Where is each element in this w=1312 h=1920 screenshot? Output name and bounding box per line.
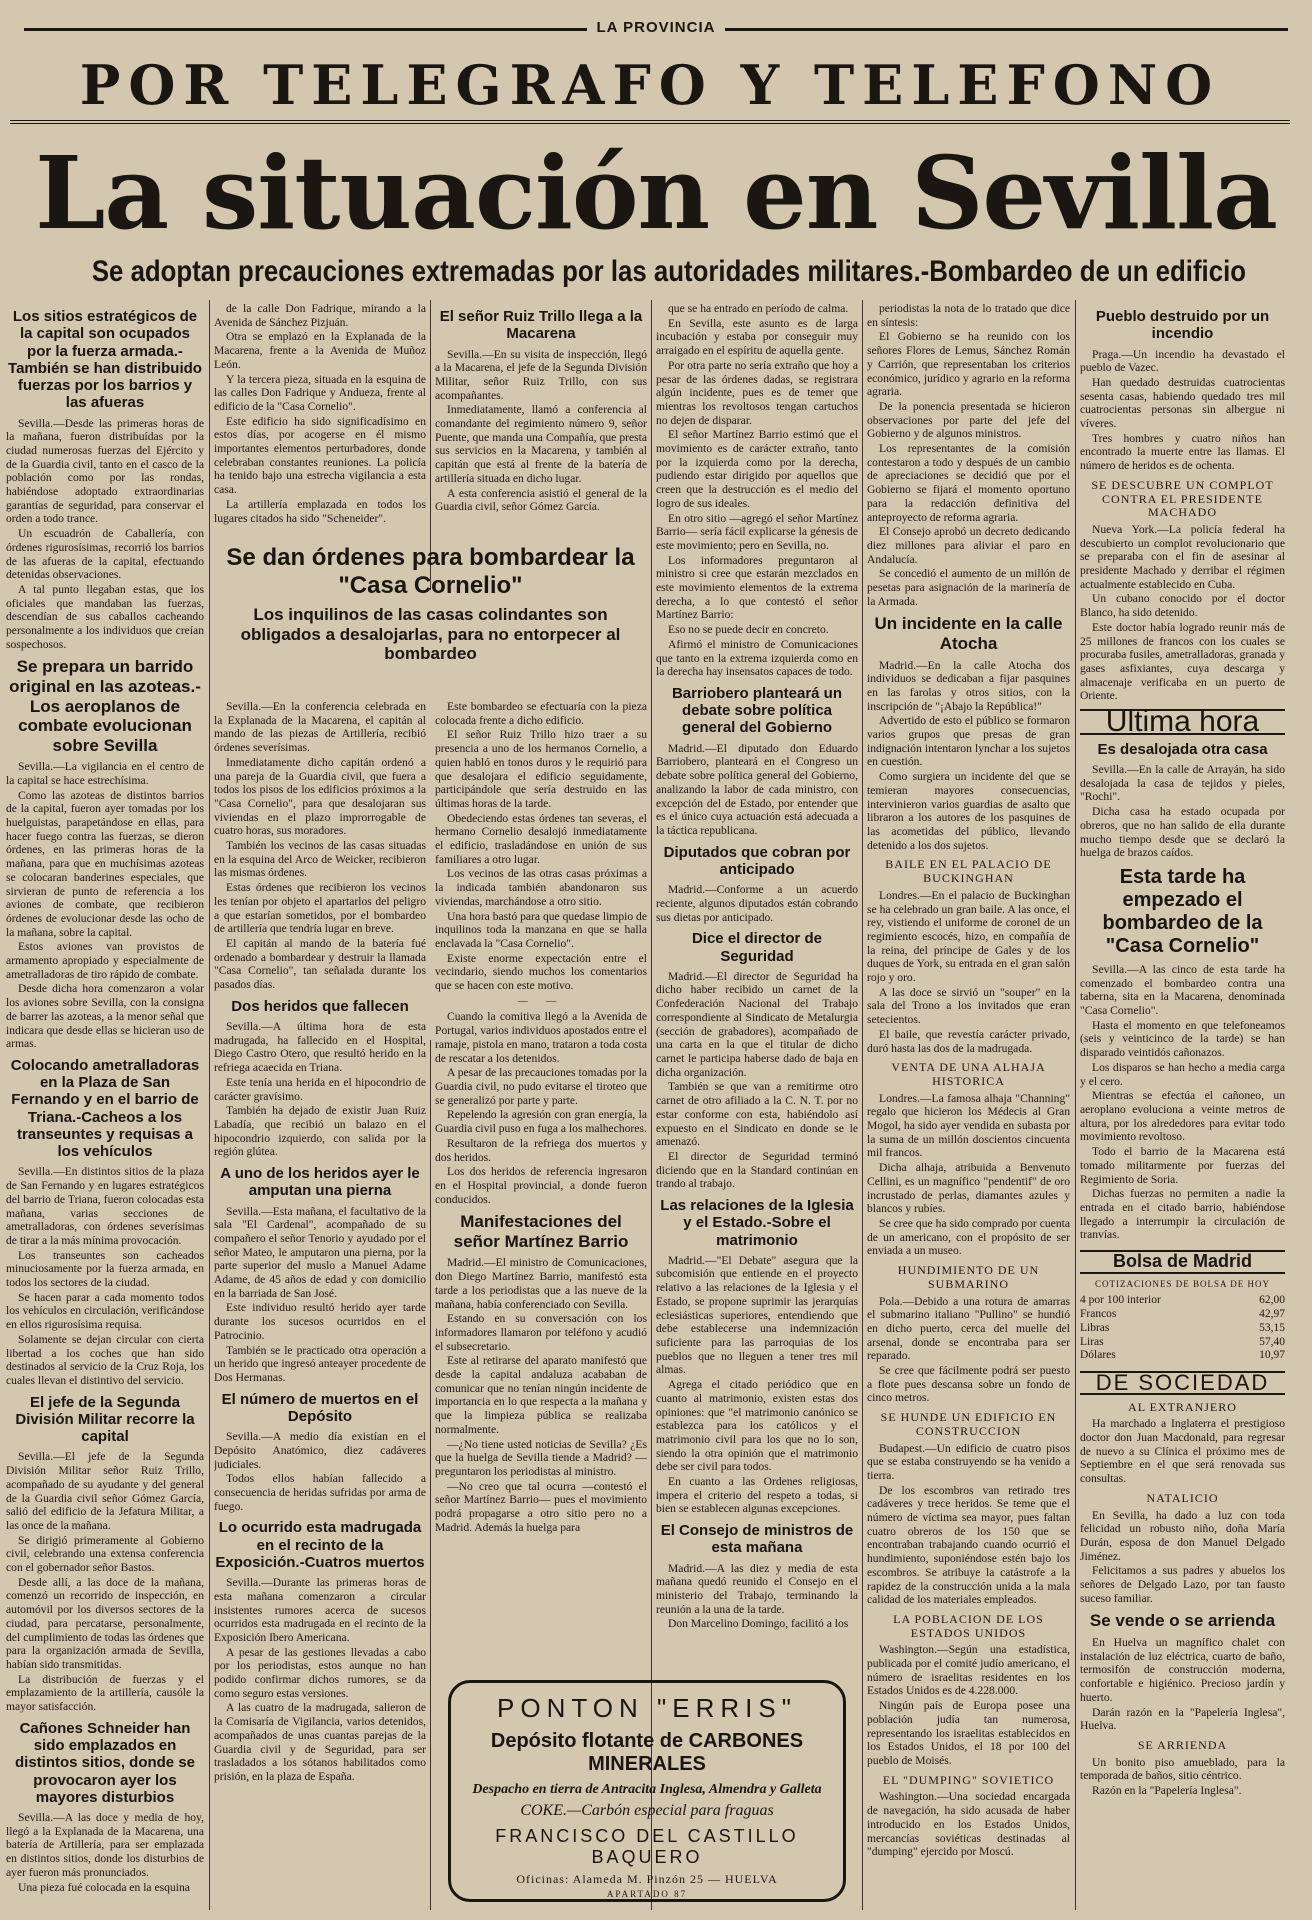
paragraph: Repelendo la agresión con gran energía, la Guardia civil puso en fuga a los malhechores. [435, 1108, 647, 1136]
ad-address: Oficinas: Alameda M. Pinzón 25 — HUELVA [516, 1872, 778, 1886]
paragraph: Y la tercera pieza, situada en la esquina de las calles Don Fadrique y Andueza, frente al edificio de la "Casa Cornelio". [214, 372, 426, 413]
paragraph: Washington.—Una sociedad encargada de navegación, ha sido acusada de haber introducido en los Estados Unidos, mercancías soviéticas destinadas al "dumping" ejercido por Moscú. [867, 1790, 1070, 1859]
quote-name: Dólares [1080, 1349, 1116, 1362]
article-heading: El Consejo de ministros de esta mañana [660, 1522, 854, 1557]
article-caption: AL EXTRANJERO [1128, 1399, 1237, 1414]
article-heading: Cañones Schneider han sido emplazados en distintos sitios, donde se provocaron ayer los mayores disturbios [14, 1719, 196, 1806]
paragraph: Madrid.—El diputado don Eduardo Barriobero, planteará en el Congreso un debate sobre política general del Gobierno, analizando la labor de cada ministro, con excepción del de Estado, por entender que es el único cuya actuación está adecuada a la táctica republicana. [656, 741, 858, 837]
stock-quotes-table [1080, 1294, 1285, 1363]
newspaper-name: LA PROVINCIA [587, 19, 726, 36]
ad-subtitle: Depósito flotante de CARBONES MINERALES [490, 1730, 804, 1775]
paragraph: El capitán al mando de la batería fué ordenado a bombardear y destruir la llamada "Casa Cornelio", tan señalada durante los pasados días. [214, 936, 426, 992]
column-rule [1075, 300, 1076, 1910]
paragraph: Sevilla.—En su visita de inspección, llegó a la Macarena, el jefe de la Segunda División Militar, señor Ruiz Trillo, con sus acompañantes. [435, 347, 647, 402]
paragraph: Sevilla.—En la calle de Arrayán, ha sido desalojada la casa de tejidos y pieles, "Rochi". [1080, 763, 1285, 804]
article-caption: NATALICIO [1146, 1490, 1219, 1505]
paragraph: Nueva York.—La policía federal ha descubierto un complot revolucionario que se preparaba con el fin de asesinar al presidente Machado y derribar el régimen actualmente establecido en Cuba. [1080, 522, 1285, 591]
main-subheadline: Se adoptan precauciones extremadas por las autoridades militares.-Bombardeo de un edificio [91, 255, 1247, 288]
article-caption: EL "DUMPING" SOVIETICO [882, 1772, 1055, 1787]
paragraph: Praga.—Un incendio ha devastado el pueblo de Vazec. [1080, 347, 1285, 375]
paragraph: También ha dejado de existir Juan Ruiz Labadía, que recibió un balazo en el hipocondrio izquierdo, con salida por la región glútea. [214, 1104, 426, 1159]
table-row [1080, 1322, 1285, 1336]
running-header [24, 19, 1288, 49]
paragraph: Un bonito piso amueblado, para la temporada de baños, sitio céntrico. [1080, 1755, 1285, 1783]
paragraph: Este tenía una herida en el hipocondrio de carácter gravísimo. [214, 1075, 426, 1103]
article-heading: Pueblo destruido por un incendio [1095, 308, 1270, 343]
paragraph: Tres hombres y cuatro niños han encontrado la muerte entre las llamas. El número de heridos es de ochenta. [1080, 431, 1285, 473]
paragraph: Este bombardeo se efectuaría con la pieza colocada frente a dicho edificio. [435, 700, 647, 727]
table-row [1080, 1294, 1285, 1308]
article-heading: Los sitios estratégicos de la capital son ocupados por la fuerza armada.-También se han distribuido fuerzas por los barrios y las afueras [8, 308, 202, 412]
article-heading: Un incidente en la calle Atocha [874, 614, 1063, 654]
paragraph: Madrid.—Conforme a un acuerdo reciente, algunos diputados están cobrando sus dietas por anticipado. [656, 883, 858, 924]
paragraph: Dichas fuerzas no permiten a nadie la entrada en el citado barrio, habiéndose llegado a interrumpir la circulación de tranvías. [1080, 1187, 1285, 1242]
paragraph: A tal punto llegaban estas, que los oficiales que mandaban las fuerzas, descendían de sus caballos cacheando personalmente a los individuos que creían sospechosos. [6, 582, 204, 651]
article-heading: El señor Ruiz Trillo llega a la Macarena [439, 308, 643, 343]
article-heading: Se prepara un barrido original en las azoteas.-Los aeroplanos de combate evolucionan sobre Sevilla [9, 657, 201, 755]
paragraph: El Consejo aprobó un decreto dedicando diez millones para aliviar el paro en Andalucía. [867, 525, 1070, 566]
paragraph: Madrid.—"El Debate" asegura que la subcomisión que entiende en el proyecto relativo a las relaciones de la Iglesia y el Estado, se propone suprimir las jerarquías eclesiásticas superiores, entendiendo que debe establecerse una indemnización suficiente para las parroquias de los pueblos que no lleguen a tener tres mil almas. [656, 1253, 858, 1377]
article-caption: HUNDIMIENTO DE UN SUBMARINO [897, 1263, 1040, 1291]
paragraph: A las cuatro de la madrugada, salieron de la Comisaría de Vigilancia, varios detenidos, acompañados de unas cuantas parejas de la Guardia civil y de Seguridad, para ser trasladados a los sótanos habilitados como prisión, en la plaza de España. [214, 1701, 426, 1783]
paragraph: Se hacen parar a cada momento todos los vehículos en circulación, verificándose en ellos rigurosísima requisa. [6, 1290, 204, 1332]
paragraph: En Sevilla, ha dado a luz con toda felicidad un robusto niño, doña María Durán, esposa de don Manuel Delgado Jiménez. [1080, 1508, 1285, 1563]
paragraph: Los transeuntes son cacheados minuciosamente por la fuerza armada, en todos los sectores de la ciudad. [6, 1248, 204, 1290]
section-banner: POR TELEGRAFO Y TELEFONO [10, 50, 1290, 124]
paragraph: Este edificio ha sido significadísimo en estos días, por acogerse en él mismo importantes elementos perturbadores, donde celebraban constantes reuniones. La policía ha tenido bajo una estrecha vigilancia a esta casa. [214, 414, 426, 497]
column-rule [651, 300, 652, 1910]
article-heading: El número de muertos en el Depósito [221, 1390, 419, 1425]
article-caption: SE HUNDE UN EDIFICIO EN CONSTRUCCION [880, 1410, 1057, 1438]
paragraph: Dicha alhaja, atribuida a Benvenuto Cellini, es un magnífico "pendentif" de oro incrustado de perlas, diamantes azules y blancos y rubíes. [867, 1161, 1070, 1216]
paragraph: Dicha casa ha estado ocupada por obreros, que no han salido de ella durante mucho tiempo desde que se declaró la huelga de brazos caídos. [1080, 805, 1285, 860]
ad-title: PONTON "ERRIS" [497, 1693, 797, 1723]
paragraph: Estando en su conversación con los informadores llamaron por teléfono y acudió el subsecretario. [435, 1312, 647, 1353]
paragraph: Desde dicha hora comenzaron a volar los aviones sobre Sevilla, con la consigna de barrer las azoteas, a la menor señal que indicara que desde ellas se hicieran uso de armas. [6, 982, 204, 1051]
paragraph: Ha marchado a Inglaterra el prestigioso doctor don Juan Macdonald, para regresar de nuevo a su Clínica el próximo mes de Septiembre en el que será renovada sus consultas. [1080, 1417, 1285, 1486]
paragraph: —¿No tiene usted noticias de Sevilla? ¿Es que la huelga de Sevilla tiende a Madrid? —preguntaron los periodistas al ministro. [435, 1437, 647, 1478]
stock-exchange-heading: Bolsa de Madrid [1080, 1250, 1285, 1274]
paragraph: También los vecinos de las casas situadas en la esquina del Arco de Weicker, recibieron las mismas órdenes. [214, 839, 426, 880]
paragraph: Felicitamos a sus padres y abuelos los señores de Delgado Lazo, por tan fausto suceso familiar. [1080, 1564, 1285, 1605]
paragraph: Ningún país de Europa posee una población judía tan numerosa, representando los israelitas establecidos en los Estados Unidos, el 18 por 100 del pueblo de Moisés. [867, 1699, 1070, 1767]
article-caption: LA POBLACION DE LOS ESTADOS UNIDOS [893, 1611, 1044, 1640]
paragraph: En Huelva un magnífico chalet con instalación de luz eléctrica, cuarto de baño, termosifón de construcción moderna, confortable e higiénico. Precioso jardín y huerto. [1080, 1636, 1285, 1704]
paragraph: Se concedió el aumento de un millón de pesetas para asignación de la marinería de la Armada. [867, 567, 1070, 608]
paragraph: Se cree que ha sido comprado por cuenta de un americano, con el propósito de ser enviada a un museo. [867, 1216, 1070, 1258]
paragraph: En Sevilla, este asunto es de larga incubación y estaba por conseguir muy arraigado en el espíritu de aquella gente. [656, 316, 858, 358]
paragraph: Otra se emplazó en la Explanada de la Macarena, frente a la Avenida de Muñoz León. [214, 330, 426, 371]
table-row [1080, 1336, 1285, 1350]
article-heading: Diputados que cobran por anticipado [663, 843, 851, 878]
paragraph: El señor Martínez Barrio estimó que el movimiento es de carácter extraño, tanto por la izquierda como por la derecha, pudiendo estar dirigido por aquellos que creen que la destrucción es el medio del logro de sus ideales. [656, 428, 858, 510]
article-heading: Colocando ametralladoras en la Plaza de San Fernando y en el barrio de Triana.-Cacheos a los transeuntes y requisas a los vehículos [10, 1056, 200, 1161]
paragraph: Estas órdenes que recibieron los vecinos les tenían por objeto el apartarlos del peligro a que estarían sometidos, por el bombardeo de artillería que tendría lugar en breve. [214, 881, 426, 936]
quote-value: 62,00 [1259, 1294, 1285, 1307]
paragraph: El Gobierno se ha reunido con los señores Flores de Lemus, Sánchez Román y Carrión, que representaban los criterios económico, jurídico y agrario en la reforma agraria. [867, 330, 1070, 399]
paragraph: Madrid.—A las diez y media de esta mañana quedó reunido el Consejo en el ministerio del Trabajo, terminando la reunión a la una de la tarde. [656, 1561, 858, 1616]
paragraph: Este doctor había logrado reunir más de 25 millones de francos con los cuales se procuraba fusiles, ametralladoras, granada y gases asfixiantes, cuya descarga y almacenaje verificaba en un puerto de Oriente. [1080, 620, 1285, 703]
paragraph: A esta conferencia asistió el general de la Guardia civil, señor Gómez García. [435, 486, 647, 514]
paragraph: Obedeciendo estas órdenes tan severas, el hermano Cornelio desalojó inmediatamente el edificio, trasladándose en unión de sus familiares a otro lugar. [435, 811, 647, 866]
paragraph: Cuando la comitiva llegó a la Avenida de Portugal, varios individuos apostados entre el ramaje, pistola en mano, trataron a toda costa de rescatar a los detenidos. [435, 1010, 647, 1065]
article-heading: Es desalojada otra casa [1097, 740, 1268, 758]
classified-heading: Se vende o se arrienda [1089, 1611, 1276, 1631]
paragraph: La distribución de fuerzas y el emplazamiento de la artillería, causóle la mayor satisfacción. [6, 1672, 204, 1714]
quote-name: 4 por 100 interior [1080, 1294, 1161, 1307]
paragraph: Mientras se efectúa el cañoneo, un aeroplano evoluciona a veinte metros de altura, por los alrededores para evitar todo movimiento revoltoso. [1080, 1089, 1285, 1144]
paragraph: Hasta el momento en que telefoneamos (seis y veinticinco de la tarde) se han disparado veintidós cañonazos. [1080, 1018, 1285, 1060]
ad-company-name: FRANCISCO DEL CASTILLO BAQUERO [495, 1826, 799, 1867]
ad-po-box: APARTADO 87 [606, 1889, 688, 1899]
latest-news-banner: Ultima hora [1080, 709, 1285, 735]
paragraph: Sevilla.—El jefe de la Segunda División Militar señor Ruiz Trillo, acompañado de su ayudante y del general de la Guardia civil señor Gómez García, salió del edificio de la Jefatura Militar, a las once de la mañana. [6, 1450, 204, 1532]
paragraph: Estos aviones van provistos de armamento apropiado y especialmente de ametralladoras de tiro rápido de combate. [6, 940, 204, 981]
paragraph: Existe enorme expectación entre el vecindario, siendo muchos los comentarios que se hacen con este motivo. [435, 951, 647, 993]
paragraph: Por otra parte no sería extraño que hoy a pesar de las órdenes dadas, se registrara algún incidente, pues es de temer que mientras los revoltosos tengan cartuchos no dejen de disparar. [656, 358, 858, 427]
paragraph: Un cubano conocido por el doctor Blanco, ha sido detenido. [1080, 592, 1285, 620]
article-heading: El jefe de la Segunda División Militar recorre la capital [15, 1393, 195, 1446]
paragraph: Madrid.—El director de Seguridad ha dicho haber recibido un carnet de la Confederación Nacional del Trabajo correspondiente al Sindicato de Metalurgia (sección de grabadores), acompañado de una carta en la que el titular de dicho carnet le participa haberse dado de baja en dicha organización. [656, 969, 858, 1079]
paragraph: Sevilla.—A última hora de esta madrugada, ha fallecido en el Hospital, Diego Castro Otero, que resultó herido en la refriega acaecida en Triana. [214, 1020, 426, 1075]
article-caption: SE DESCUBRE UN COMPLOT CONTRA EL PRESIDENTE MACHADO [1091, 477, 1274, 520]
paragraph: Todos ellos habían fallecido a consecuencia de heridas sufridas por arma de fuego. [214, 1472, 426, 1513]
paragraph: Se cree que fácilmente podrá ser puesto a flote pues descansa sobre un fondo de cinco metros. [867, 1364, 1070, 1405]
quote-name: Libras [1080, 1321, 1110, 1334]
column-6 [1080, 302, 1285, 1908]
column-3-bottom [435, 700, 647, 1670]
paragraph: Afirmó el ministro de Comunicaciones que tanto en la extrema izquierda como en la derecha hay insensatos capaces de todo. [656, 637, 858, 679]
article-heading: Lo ocurrido esta madrugada en el recinto de la Exposición.-Cuatros muertos [215, 1519, 425, 1571]
column-5 [867, 302, 1070, 1908]
main-headline: La situación en Sevilla [35, 134, 1277, 252]
coal-advertisement [448, 1680, 846, 1902]
quote-value: 42,97 [1259, 1308, 1285, 1321]
separator: — — [517, 995, 565, 1007]
article-heading: Barriobero planteará un debate sobre política general del Gobierno [671, 684, 843, 737]
article-heading: Esta tarde ha empezado el bombardeo de la "Casa Cornelio" [1102, 865, 1263, 957]
paragraph: Washington.—Según una estadística, publicada por el comité judío americano, el número de israelitas residentes en los Estados Unidos es de 4.228.000. [867, 1643, 1070, 1698]
quote-name: Liras [1080, 1335, 1104, 1348]
paragraph: En cuanto a las Ordenes religiosas, impera el criterio del respeto a todas, si bien se establecen algunas excepciones. [656, 1475, 858, 1516]
quote-value: 57,40 [1259, 1335, 1285, 1348]
paragraph: A pesar de las precauciones tomadas por la Guardia civil, no pudo evitarse el tiroteo que se generalizó por parte y parte. [435, 1066, 647, 1107]
paragraph: Sevilla.—A medio día existían en el Depósito Anatómico, diez cadáveres judiciales. [214, 1430, 426, 1471]
column-2-bottom [214, 700, 426, 1908]
paragraph: También se le practicado otra operación a un herido que ingresó anteayer procedente de Dos Hermanas. [214, 1343, 426, 1384]
paragraph: Sevilla.—A las cinco de esta tarde ha comenzado el bombardeo contra una taberna, sita en la Macarena, denominada "Casa Cornelio". [1080, 962, 1285, 1018]
paragraph: De la ponencia presentada se hicieron observaciones por parte del jefe del Gobierno y de algunos ministros. [867, 399, 1070, 441]
paragraph: Los informadores preguntaron al ministro si cree que estarán mezclados en este movimiento elementos de la extrema derecha, a lo que contestó el señor Martínez Barrio: [656, 553, 858, 622]
paragraph: Sevilla.—A las doce y media de hoy, llegó a la Explanada de la Macarena, una batería de Artillería, para ser emplazada en distintos sitios, donde los disturbios de ayer fueron más pronunciados. [6, 1811, 204, 1879]
paragraph: —No creo que tal ocurra —contestó el señor Martínez Barrio— pues el movimiento podrá propagarse a otro sitio pero no a Madrid. Además la huelga para [435, 1479, 647, 1534]
paragraph: Los dos heridos de referencia ingresaron en el Hospital provincial, a donde fueron conducidos. [435, 1165, 647, 1206]
paragraph: Sevilla.—Esta mañana, el facultativo de la sala "El Cardenal", acompañado de su compañero el señor Tenorio y ayudado por el señor Mateo, le amputaron una pierna, por la parte superior del muslo a Manuel Adame Adame, de 45 años de edad y con domicilio en la barriada de San José. [214, 1204, 426, 1300]
paragraph: Sevilla.—Desde las primeras horas de la mañana, fueron distribuídas por la ciudad numerosas fuerzas del Ejército y de la Guardia civil, tanto en el casco de la población como por las rondas, habiéndose adoptado extraordinarias garantías de seguridad, para conservar el orden a todo trance. [6, 416, 204, 526]
article-caption: BAILE EN EL PALACIO DE BUCKINGHAN [885, 857, 1052, 886]
paragraph: Como surgiera un incidente del que se temieran mayores consecuencias, intervinieron varios guardias de asalto que libraron a los autores de los pasquines de las acometidas del público, llevando detenido a los dos sujetos. [867, 770, 1070, 852]
article-heading: A uno de los heridos ayer le amputan una pierna [220, 1165, 420, 1200]
column-rule [862, 300, 863, 1910]
article-caption: VENTA DE UNA ALHAJA HISTORICA [891, 1060, 1046, 1088]
article-heading: Manifestaciones del señor Martínez Barrio [453, 1212, 629, 1251]
paragraph: Los representantes de la comisión contestaron a todo y después de un cambio de apreciaciones se decidió que por el Gobierno se fijará el momento oportuno para la redacción definitiva del anteproyecto de reforma agraria. [867, 442, 1070, 524]
paragraph: Un escuadrón de Caballería, con órdenes rigurosísimas, recorrió los barrios de las afueras de la capital, efectuando detenidas observaciones. [6, 527, 204, 582]
paragraph: de la calle Don Fadrique, mirando a la Avenida de Sánchez Pizjuán. [214, 302, 426, 329]
paragraph: Eso no se puede decir en concreto. [668, 623, 829, 637]
column-rule [430, 1040, 431, 1910]
paragraph: Este al retirarse del aparato manifestó que desde la capital andaluza acababan de comunicar que no tenían ningún incidente de importancia en lo que respecta a la mañana y que la limpieza pública se realizaba normalmente. [435, 1354, 647, 1436]
table-row [1080, 1308, 1285, 1322]
paragraph: Este individuo resultó herido ayer tarde durante los sucesos ocurridos en el Patrocinio. [214, 1301, 426, 1342]
paragraph: Una pieza fué colocada en la esquina [18, 1880, 190, 1894]
paragraph: Una hora bastó para que quedase limpio de inquilinos toda la manzana en que se halla enclavada la "Casa Cornelio". [435, 909, 647, 950]
article-heading: Dos heridos que fallecen [231, 997, 409, 1015]
paragraph: A pesar de las gestiones llevadas a cabo por los periodistas, estos aunque no han podido confirmar dichos rumores, se da como seguro estas versiones. [214, 1645, 426, 1700]
paragraph: Han quedado destruidas cuatrocientas sesenta casas, habiendo quedado tres mil cuatrocientas personas sin albergue ni víveres. [1080, 375, 1285, 431]
article-heading: Dice el director de Seguridad [691, 930, 823, 965]
paragraph: Los disparos se han hecho a media carga y el cero. [1080, 1060, 1285, 1088]
paragraph: Como las azoteas de distintos barrios de la capital, fueron ayer tomadas por los huelguistas, parapetándose en ellas, para hacer fuego contra las fuerzas, se dieron órdenes, en las primeras horas de la mañana, para que en muchísimas azoteas se colocaran banderines especiales, que sirvieran de punto de referencia a los aviones de combate, que recibieron órdenes de evolucionar desde las ocho de la mañana, sobre la capital. [6, 788, 204, 939]
paragraph: En otro sitio —agregó el señor Martínez Barrio— sería fácil explicarse la génesis de este movimiento; pero en Sevilla, no. [656, 511, 858, 552]
quote-name: Francos [1080, 1308, 1117, 1321]
article-subheading: Los inquilinos de las casas colindantes son obligados a desalojarlas, para no entorpecer al bombardeo [240, 605, 621, 664]
table-row [1080, 1349, 1285, 1363]
paragraph: Pola.—Debido a una rotura de amarras el submarino italiano "Pullino" se hundió en dicho puerto, cerca del muelle del arsenal, donde se encontraba para ser reparado. [867, 1294, 1070, 1363]
paragraph: Madrid.—El ministro de Comunicaciones, don Diego Martínez Barrio, manifestó esta tarde a los periodistas que a las nueve de la mañana, había conferenciado con Sevilla. [435, 1256, 647, 1311]
paragraph: Todo el barrio de la Macarena está tomado militarmente por fuerzas del Regimiento de Soria. [1080, 1145, 1285, 1186]
paragraph: También se que van a remitirme otro carnet de otro afiliado a la C. N. T. por no estar conforme con esta, habiéndolo así expuesto en el Sindicato en donde se le amenazó. [656, 1080, 858, 1149]
paragraph: Inmediatamente, llamó a conferencia al comandante del regimiento número 9, señor Puente, que manda una Compañía, que presta sus servicios en la Macarena, y también al capitán que está al frente de la batería de artillería situada en dicho lugar. [435, 403, 647, 485]
paragraph: Los vecinos de las otras casas próximas a la indicada también abandonaron sus viviendas, marchándose a otro sitio. [435, 867, 647, 908]
ad-line: Despacho en tierra de Antracita Inglesa, Almendra y Galleta [472, 1782, 822, 1797]
paragraph: A las doce se sirvió un "souper" en la sala del Trono a los invitados que eran setecientos. [867, 985, 1070, 1027]
paragraph: Advertido de esto el público se formaron varios grupos que presas de gran indignación intentaron lynchar a los sujetos en cuestión. [867, 714, 1070, 769]
column-1 [6, 302, 204, 1908]
wide-article-heading-block [214, 538, 647, 718]
quote-value: 10,97 [1259, 1349, 1285, 1362]
paragraph: El director de Seguridad terminó diciendo que en la Standard continúan en trando al trabajo. [656, 1149, 858, 1191]
paragraph: periodistas la nota de lo tratado que dice en síntesis: [867, 302, 1070, 329]
paragraph: Sevilla.—En distintos sitios de la plaza de San Fernando y en lugares estratégicos del barrio de Triana, fueron colocadas esta mañana, varias secciones de ametralladoras, con órdenes severísimas de tirar a la más mínima provocación. [6, 1165, 204, 1247]
stock-exchange-subheading: COTIZACIONES DE BOLSA DE HOY [1095, 1278, 1270, 1289]
column-rule [209, 300, 210, 1910]
paragraph: que se ha entrado en período de calma. [668, 302, 849, 315]
paragraph: Madrid.—En la calle Atocha dos individuos se dedicaban a fijar pasquines en las farolas y otros sitios, con la inscripción de "¡Abajo la República!" [867, 658, 1070, 713]
paragraph: Solamente se dejan circular con cierta libertad a los coches que han sido destinados al servicio de la Cruz Roja, los cuales llevan el distintivo del servicio. [6, 1332, 204, 1387]
paragraph: Sevilla.—En la conferencia celebrada en la Explanada de la Macarena, el capitán al mando de las piezas de Artillería, recibió órdenes severísimas. [214, 700, 426, 755]
ad-line: COKE.—Carbón especial para fraguas [520, 1802, 774, 1819]
paragraph: Londres.—En el palacio de Buckinghan se ha celebrado un gran baile. A las once, el rey, vistiendo el uniforme de coronel de un regimiento escocés, hizo, en compañía de la reina, del príncipe de Gales y de los duques de York, su entrada en el gran salón rojo y oro. [867, 888, 1070, 985]
paragraph: Darán razón en la "Papelería Inglesa", Huelva. [1080, 1705, 1285, 1733]
paragraph: Londres.—La famosa alhaja "Channing" regalo que hicieron los Médecis al Gran Mogol, ha sido ayer vendida en subasta por la suma de un millón doscientos cincuenta mil francos. [867, 1091, 1070, 1160]
paragraph: Agrega el citado periódico que en cuanto al matrimonio, existen estas dos opiniones: que "el matrimonio canónico se establezca para los católicos y el matrimonio civil para los que no lo son, siendo la otra opinión que el matrimonio debe ser civil para todos. [656, 1378, 858, 1474]
paragraph: Inmediatamente dicho capitán ordenó a una pareja de la Guardia civil, que fuera a todos los pisos de los edificios próximos a la "Casa Cornelio", para que desalojaran sus viviendas en el plazo improrrogable de cuatro horas, sus moradores. [214, 755, 426, 838]
paragraph: El señor Ruiz Trillo hizo traer a su presencia a uno de los hermanos Cornelio, a quien habló en tonos duros y le requirió para que desalojara el edificio seguidamente, participándole que sería destruido en las últimas horas de la tarde. [435, 728, 647, 810]
paragraph: Desde allí, a las doce de la mañana, comenzó un recorrido de inspección, en automóvil por los diversos sectores de la ciudad, para percatarse, personalmente, del cumplimiento de todas las órdenes que para la organización armada de Sevilla, habían sido transmitidas. [6, 1575, 204, 1671]
paragraph: El baile, que revestía carácter privado, duró hasta las dos de la madrugada. [867, 1027, 1070, 1055]
article-heading: Se dan órdenes para bombardear la "Casa Cornelio" [226, 544, 635, 599]
paragraph: Razón en la "Papelería Inglesa". [1092, 1784, 1242, 1798]
paragraph: Don Marcelino Domingo, facilitó a los [668, 1617, 849, 1631]
paragraph: La artillería emplazada en todos los lugares citados ha sido "Scheneider". [214, 497, 426, 525]
quote-value: 53,15 [1259, 1321, 1285, 1334]
article-caption: SE ARRIENDA [1137, 1737, 1228, 1752]
article-heading: Las relaciones de la Iglesia y el Estado.-Sobre el matrimonio [660, 1197, 854, 1249]
paragraph: Sevilla.—La vigilancia en el centro de la capital se hace estrechísima. [6, 760, 204, 787]
column-4 [656, 302, 858, 1672]
society-section-heading: DE SOCIEDAD [1080, 1371, 1285, 1395]
paragraph: Se dirigió primeramente al Gobierno civil, celebrando una extensa conferencia con el gobernador señor Bastos. [6, 1533, 204, 1575]
paragraph: Budapest.—Un edificio de cuatro pisos que se estaba construyendo se ha venido a tierra. [867, 1441, 1070, 1482]
paragraph: Resultaron de la refriega dos muertos y dos heridos. [435, 1136, 647, 1164]
paragraph: Sevilla.—Durante las primeras horas de esta mañana comenzaron a circular insistentes rumores acerca de sucesos ocurridos esta madrugada en el recinto de la Exposición Ibero Americana. [214, 1576, 426, 1644]
paragraph: De los escombros van retirado tres cadáveres y trece heridos. Se teme que el número de víctima sea mayor, pues faltan cuatro obreros de los 150 que se encontraban trabajando cuando ocurrió el hundimiento, suponiéndose estén bajo los escombros. Se atribuye la catástrofe a la rapidez de la construcción unida a la mala calidad de los materiales empleados. [867, 1483, 1070, 1607]
